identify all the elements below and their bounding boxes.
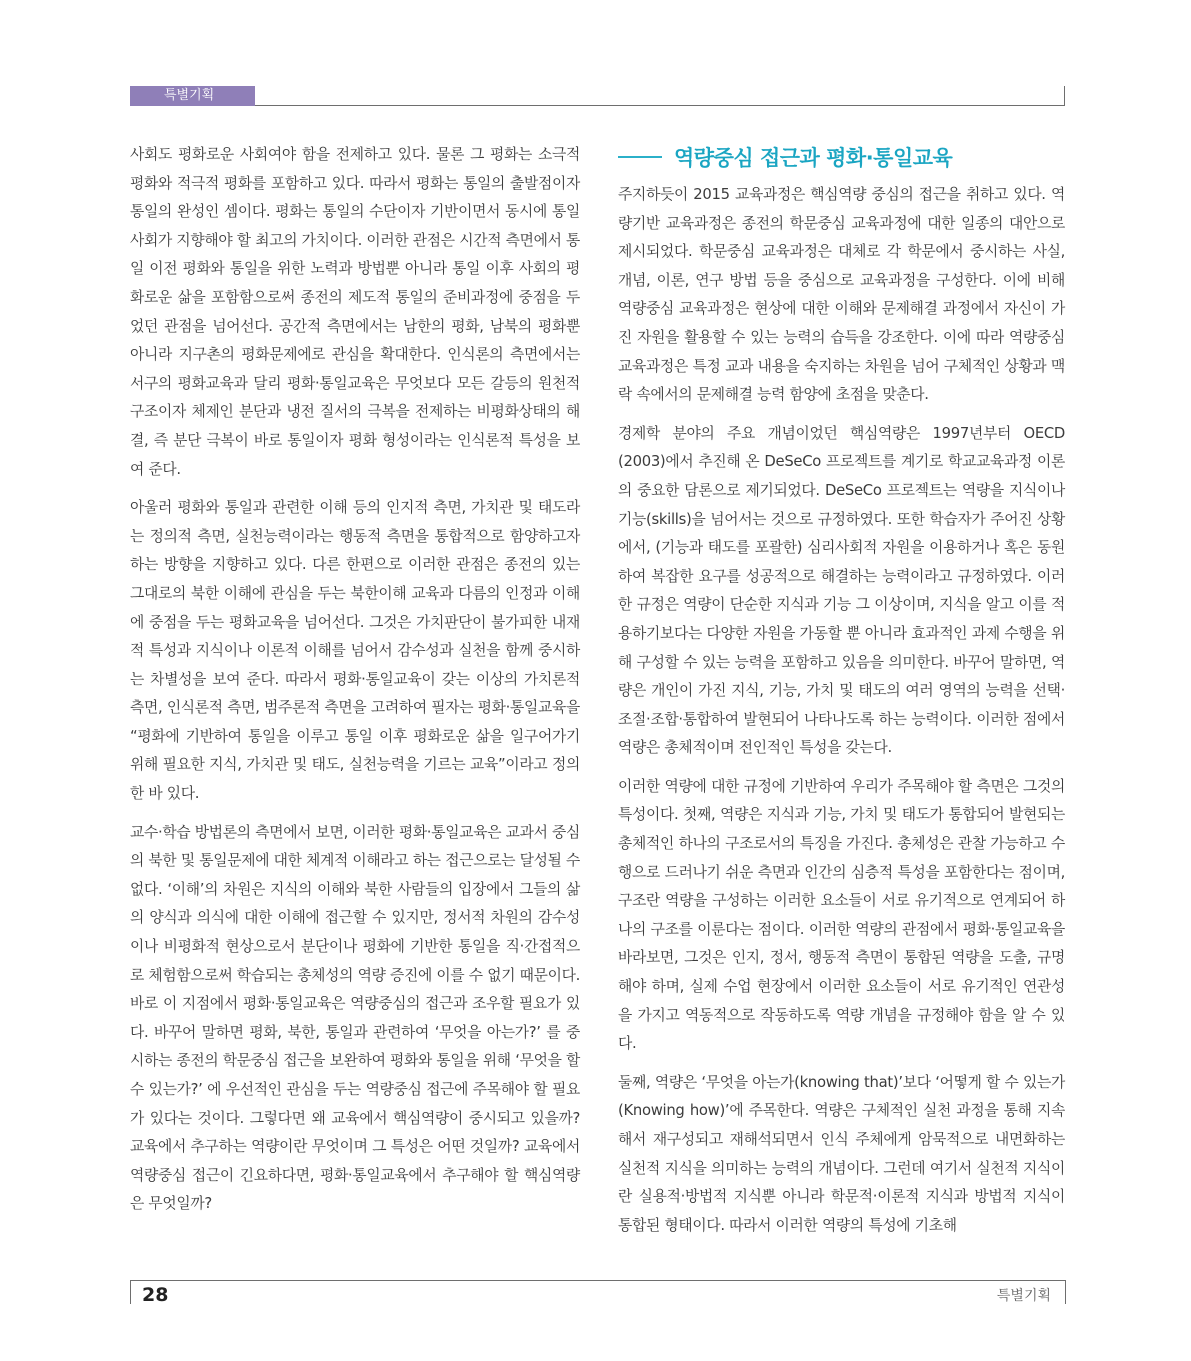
right-column: [618, 181, 1065, 1250]
section-heading-text: 역량중심 접근과 평화·통일교육: [674, 146, 953, 170]
left-column: [130, 141, 580, 1229]
left-paragraph-3: 교수·학습 방법론의 측면에서 보면, 이러한 평화·통일교육은 교과서 중심의 북한 및 통일문제에 대한 체계적 이해라고 하는 접근으로는 달성될 수 없다. ‘이해’의 차원은 지식의 이해와 북한 사람들의 입장에서 그들의 삶의 양식과 의식에 대한 이해에 접근할 수 있지만, 정서적 차원의 감수성이나 비평화적 현상으로서 분단이나 평화에 기반한 통일을 직·간접적으로 체험함으로써 학습되는 총체성의 역량 증진에 이를 수 없기 때문이다. 바로 이 지점에서 평화·통일교육은 역량중심의 접근과 조우할 필요가 있다. 바꾸어 말하면 평화, 북한, 통일과 관련하여 ‘무엇을 아는가?’ 를 중시하는 종전의 학문중심 접근을 보완하여 평화와 통일을 위해 ‘무엇을 할 수 있는가?’ 에 우선적인 관심을 두는 역량중심 접근에 주목해야 할 필요가 있다는 것이다. 그렇다면 왜 교육에서 핵심역량이 중시되고 있을까? 교육에서 추구하는 역량이란 무엇이며 그 특성은 어떤 것일까? 교육에서 역량중심 접근이 긴요하다면, 평화·통일교육에서 추구해야 할 핵심역량은 무엇일까?: [130, 823, 580, 1213]
section-heading: [618, 141, 1065, 173]
right-paragraph-2: 경제학 분야의 주요 개념이었던 핵심역량은 1997년부터 OECD (2003)에서 추진해 온 DeSeCo 프로젝트를 계기로 학교교육과정 이론의 중요한 담론으로 제기되었다. DeSeCo 프로젝트는 역량을 지식이나 기능(skills)을 넘어서는 것으로 규정하였다. 또한 학습자가 주어진 상황에서, (기능과 태도를 포괄한) 심리사회적 자원을 이용하거나 혹은 동원하여 복잡한 요구를 성공적으로 해결하는 능력이라고 규정하였다. 이러한 규정은 역량이 단순한 지식과 기능 그 이상이며, 지식을 알고 이를 적용하기보다는 다양한 자원을 가동할 뿐 아니라 효과적인 과제 수행을 위해 구성할 수 있는 능력을 포함하고 있음을 의미한다. 바꾸어 말하면, 역량은 개인이 가진 지식, 기능, 가치 및 태도의 여러 영역의 능력을 선택·조절·조합·통합하여 발현되어 나타나도록 하는 능력이다. 이러한 점에서 역량은 총체적이며 전인적인 특성을 갖는다.: [618, 424, 1065, 757]
heading-accent-line: [618, 156, 662, 158]
footer-rule: [130, 1280, 1066, 1281]
footer-tick-left: [130, 1280, 131, 1304]
section-tag: 특별기획: [130, 86, 255, 106]
footer-tick-right: [1065, 1280, 1066, 1304]
right-paragraph-3: 이러한 역량에 대한 규정에 기반하여 우리가 주목해야 할 측면은 그것의 특성이다. 첫째, 역량은 지식과 기능, 가치 및 태도가 통합되어 발현되는 총체적인 하나의 구조로서의 특징을 가진다. 총체성은 관찰 가능하고 수행으로 드러나기 쉬운 측면과 인간의 심층적 특성을 포함한다는 점이며, 구조란 역량을 구성하는 이러한 요소들이 서로 유기적으로 연계되어 하나의 구조를 이룬다는 점이다. 이러한 역량의 관점에서 평화·통일교육을 바라보면, 그것은 인지, 정서, 행동적 측면이 통합된 역량을 도출, 규명해야 하며, 실제 수업 현장에서 이러한 요소들이 서로 유기적인 연관성을 가지고 역동적으로 작동하도록 역량 개념을 규정해야 함을 알 수 있다.: [618, 777, 1065, 1053]
header-rule: [130, 105, 1065, 106]
page-number: 28: [142, 1284, 169, 1306]
right-paragraph-4: 둘째, 역량은 ‘무엇을 아는가(knowing that)’보다 ‘어떻게 할 수 있는가(Knowing how)’에 주목한다. 역량은 구체적인 실천 과정을 통해 지속해서 재구성되고 재해석되면서 인식 주체에게 암묵적으로 내면화하는 실천적 지식을 의미하는 능력의 개념이다. 그런데 여기서 실천적 지식이란 실용적·방법적 지식뿐 아니라 학문적·이론적 지식과 방법적 지식이 통합된 형태이다. 따라서 이러한 역량의 특성에 기초해: [618, 1073, 1065, 1234]
header-rule-end: [1064, 86, 1065, 106]
left-paragraph-1: 사회도 평화로운 사회여야 함을 전제하고 있다. 물론 그 평화는 소극적 평화와 적극적 평화를 포함하고 있다. 따라서 평화는 통일의 출발점이자 통일의 완성인 셈이다. 평화는 통일의 수단이자 기반이면서 동시에 통일사회가 지향해야 할 최고의 가치이다. 이러한 관점은 시간적 측면에서 통일 이전 평화와 통일을 위한 노력과 방법뿐 아니라 통일 이후 사회의 평화로운 삶을 포함함으로써 종전의 제도적 통일의 준비과정에 중점을 두었던 관점을 넘어선다. 공간적 측면에서는 남한의 평화, 남북의 평화뿐 아니라 지구촌의 평화문제에로 관심을 확대한다. 인식론의 측면에서는 서구의 평화교육과 달리 평화·통일교육은 무엇보다 모든 갈등의 원천적 구조이자 체제인 분단과 냉전 질서의 극복을 전제하는 비평화상태의 해결, 즉 분단 극복이 바로 통일이자 평화 형성이라는 인식론적 특성을 보여 준다.: [130, 146, 580, 478]
right-paragraph-1: 주지하듯이 2015 교육과정은 핵심역량 중심의 접근을 취하고 있다. 역량기반 교육과정은 종전의 학문중심 교육과정에 대한 일종의 대안으로 제시되었다. 학문중심 교육과정은 대체로 각 학문에서 중시하는 사실, 개념, 이론, 연구 방법 등을 중심으로 교육과정을 구성한다. 이에 비해 역량중심 교육과정은 현상에 대한 이해와 문제해결 과정에서 자신이 가진 자원을 활용할 수 있는 능력의 습득을 강조한다. 이에 따라 역량중심 교육과정은 특정 교과 내용을 숙지하는 차원을 넘어 구체적인 상황과 맥락 속에서의 문제해결 능력 함양에 초점을 맞춘다.: [618, 186, 1065, 404]
left-paragraph-2: 아울러 평화와 통일과 관련한 이해 등의 인지적 측면, 가치관 및 태도라는 정의적 측면, 실천능력이라는 행동적 측면을 통합적으로 함양하고자 하는 방향을 지향하고 있다. 다른 한편으로 이러한 관점은 종전의 있는 그대로의 북한 이해에 관심을 두는 북한이해 교육과 다름의 인정과 이해에 중점을 두는 평화교육을 넘어선다. 그것은 가치판단이 불가피한 내재적 특성과 지식이나 이론적 이해를 넘어서 감수성과 실천을 함께 중시하는 차별성을 보여 준다. 따라서 평화·통일교육이 갖는 이상의 가치론적 측면, 인식론적 측면, 범주론적 측면을 고려하여 필자는 평화·통일교육을 “평화에 기반하여 통일을 이루고 통일 이후 평화로운 삶을 일구어가기 위해 필요한 지식, 가치관 및 태도, 실천능력을 기르는 교육”이라고 정의한 바 있다.: [130, 499, 580, 803]
footer-section-label: 특별기획: [996, 1288, 1051, 1304]
